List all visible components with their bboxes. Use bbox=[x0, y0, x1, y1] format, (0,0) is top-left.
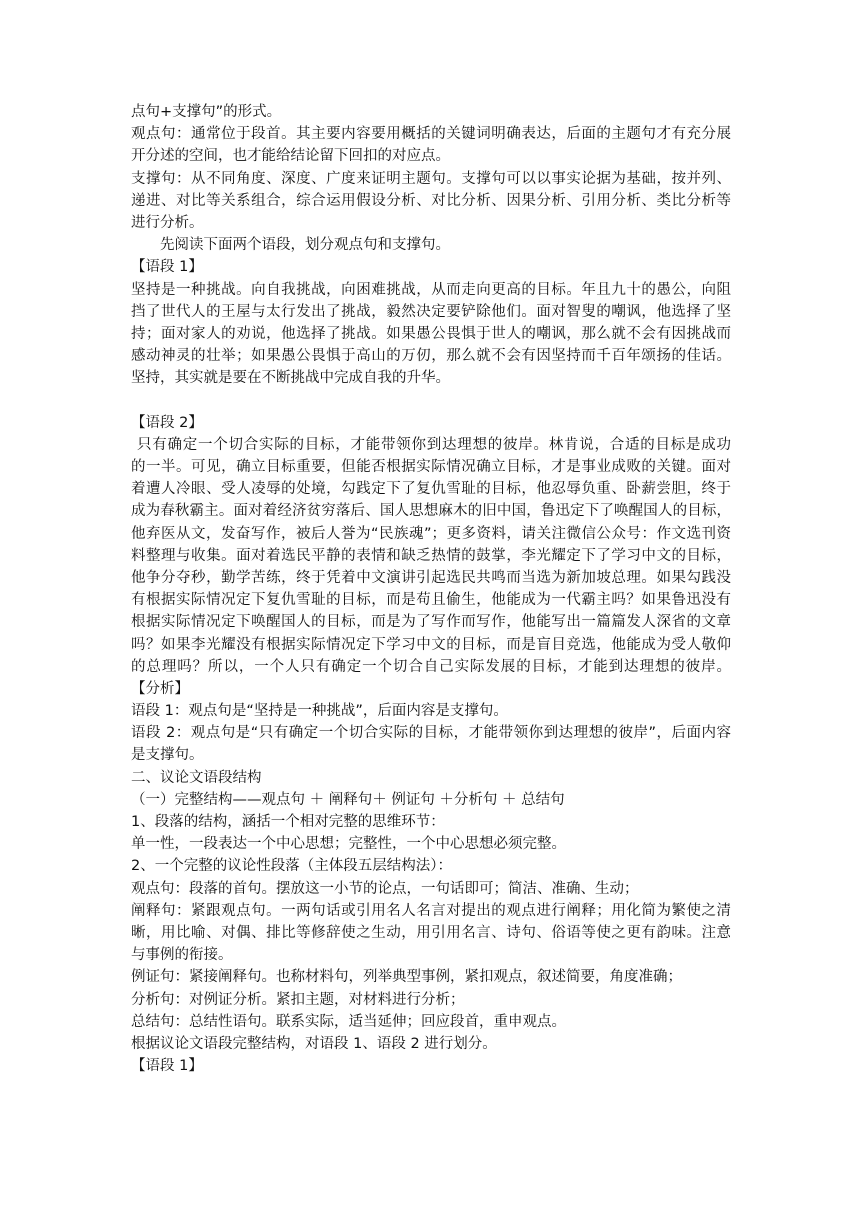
text-line: 坚持是一种挑战。向自我挑战，向困难挑战，从而走向更高的目标。年且九十的愚公，向阻 bbox=[131, 281, 731, 298]
text-line: 单一性，一段表达一个中心思想；完整性，一个中心思想必须完整。 bbox=[131, 836, 566, 853]
text-line: 观点句：通常位于段首。其主要内容要用概括的关键词明确表达，后面的主题句才有充分展 bbox=[131, 126, 731, 143]
text-line: 与事例的衔接。 bbox=[131, 947, 233, 964]
text-line: 感动神灵的壮举；如果愚公畏惧于高山的万仞，那么就不会有因坚持而千百年颂扬的佳话。 bbox=[131, 348, 731, 365]
text-line: 成为春秋霸主。面对着经济贫穷落后、国人思想麻木的旧中国，鲁迅定下了唤醒国人的目标， bbox=[131, 503, 731, 520]
text-line: 他争分夺秒，勤学苦练，终于凭着中文演讲引起选民共鸣而当选为新加坡总理。如果勾践没 bbox=[131, 569, 731, 586]
text-line: 总结句：总结性语句。联系实际，适当延伸；回应段首，重申观点。 bbox=[131, 1013, 566, 1030]
chapter-heading: 二、议论文语段结构 bbox=[131, 769, 262, 786]
section-heading: 【语段 1】 bbox=[131, 259, 203, 276]
blank-line bbox=[131, 389, 731, 411]
text-line: 分析句：对例证分析。紧扣主题，对材料进行分析； bbox=[131, 991, 465, 1008]
text-line: 开分述的空间，也才能给结论留下回扣的对应点。 bbox=[131, 148, 450, 165]
text-line: （一）完整结构——观点句 ＋ 阐释句＋ 例证句 ＋分析句 ＋ 总结句 bbox=[131, 791, 565, 808]
text-line: 点句+支撑句”的形式。 bbox=[131, 104, 282, 120]
section-heading: 【分析】 bbox=[131, 680, 189, 697]
text-line: 料整理与收集。面对着选民平静的表情和缺乏热情的鼓掌，李光耀定下了学习中文的目标， bbox=[131, 547, 731, 564]
text-line: 坚持，其实就是要在不断挑战中完成自我的升华。 bbox=[131, 370, 450, 387]
text-line: 的一半。可见，确立目标重要，但能否根据实际情况确立目标，才是事业成败的关键。面对 bbox=[131, 459, 731, 475]
text-line: 支撑句：从不同角度、深度、广度来证明主题句。支撑句可以以事实论据为基础，按并列、 bbox=[131, 170, 731, 187]
text-line: 的总理吗？所以，一个人只有确定一个切合自己实际发展的目标，才能到达理想的彼岸。 bbox=[131, 658, 731, 675]
text-line: 是支撑句。 bbox=[131, 747, 204, 764]
text-line: 吗？如果李光耀没有根据实际情况定下学习中文的目标，而是盲目竞选，他能成为受人敬仰 bbox=[131, 636, 731, 653]
section-heading: 【语段 1】 bbox=[131, 1058, 203, 1075]
text-line: 先阅读下面两个语段，划分观点句和支撑句。 bbox=[160, 237, 450, 254]
text-line: 观点句：段落的首句。摆放这一小节的论点，一句话即可；简洁、准确、生动； bbox=[131, 880, 639, 897]
text-line: 语段 1：观点句是“坚持是一种挑战”，后面内容是支撑句。 bbox=[131, 703, 508, 720]
text-line: 语段 2：观点句是“只有确定一个切合实际的目标，才能带领你到达理想的彼岸”，后面内容 bbox=[131, 725, 731, 742]
text-line: 晰，用比喻、对偶、排比等修辞使之生动，用引用名言、诗句、俗语等使之更有韵味。注意 bbox=[131, 924, 731, 941]
text-line: 根据实际情况定下唤醒国人的目标，而是为了写作而写作，他能写出一篇篇发人深省的文章 bbox=[131, 614, 731, 631]
text-line: 2、一个完整的议论性段落（主体段五层结构法）： bbox=[131, 858, 452, 875]
text-line: 例证句：紧接阐释句。也称材料句，列举典型事例，紧扣观点，叙述简要，角度准确； bbox=[131, 969, 682, 986]
text-line: 1、段落的结构，涵括一个相对完整的思维环节： bbox=[131, 814, 445, 830]
text-line: 持；面对家人的劝说，他选择了挑战。如果愚公畏惧于世人的嘲讽，那么就不会有因挑战而 bbox=[131, 325, 731, 342]
document-page bbox=[131, 101, 731, 1077]
text-line: 有根据实际情况定下复仇雪耻的目标，而是苟且偷生，他能成为一代霸主吗？如果鲁迅没有 bbox=[131, 592, 731, 609]
text-line: 阐释句：紧跟观点句。一两句话或引用名人名言对提出的观点进行阐释；用化简为繁使之清 bbox=[131, 902, 731, 919]
text-line: 挡了世代人的王屋与太行发出了挑战，毅然决定要铲除他们。面对智叟的嘲讽，他选择了坚 bbox=[131, 303, 731, 320]
text-line: 只有确定一个切合实际的目标，才能带领你到达理想的彼岸。林肯说，合适的目标是成功 bbox=[137, 436, 731, 453]
text-line: 进行分析。 bbox=[131, 214, 204, 231]
section-heading: 【语段 2】 bbox=[131, 414, 203, 431]
text-line: 他弃医从文，发奋写作，被后人誉为“民族魂”；更多资料，请关注微信公众号：作文选刊资 bbox=[131, 525, 731, 542]
text-line: 递进、对比等关系组合，综合运用假设分析、对比分析、因果分析、引用分析、类比分析等 bbox=[131, 192, 731, 209]
text-line: 根据议论文语段完整结构，对语段 1、语段 2 进行划分。 bbox=[131, 1035, 497, 1052]
text-line: 着遭人冷眼、受人凌辱的处境，勾践定下了复仇雪耻的目标，他忍辱负重、卧薪尝胆，终于 bbox=[131, 481, 731, 498]
